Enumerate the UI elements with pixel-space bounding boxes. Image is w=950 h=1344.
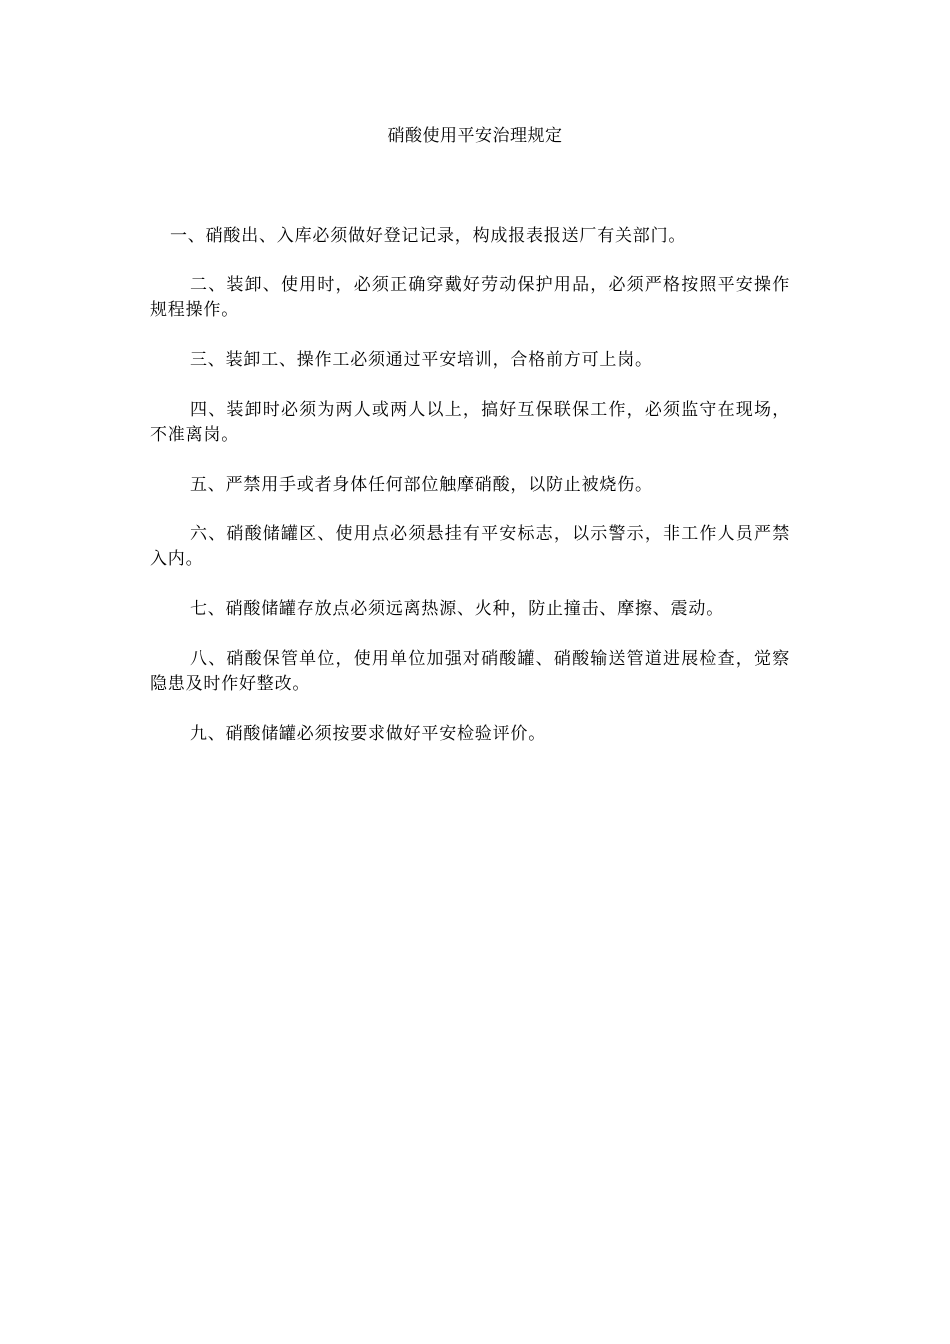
regulation-item-4: 四、装卸时必须为两人或两人以上，搞好互保联保工作，必须监守在现场，不准离岗。 — [150, 400, 790, 445]
regulation-item-1: 一、硝酸出、入库必须做好登记记录，构成报表报送厂有关部门。 — [170, 226, 687, 246]
document-title: 硝酸使用平安治理规定 — [387, 126, 563, 146]
regulation-item-7: 七、硝酸储罐存放点必须远离热源、火种，防止撞击、摩擦、震动。 — [190, 599, 724, 619]
regulation-item-9: 九、硝酸储罐必须按要求做好平安检验评价。 — [190, 724, 546, 744]
regulation-item-2: 二、装卸、使用时，必须正确穿戴好劳动保护用品，必须严格按照平安操作规程操作。 — [150, 275, 790, 320]
regulation-item-3: 三、装卸工、操作工必须通过平安培训，合格前方可上岗。 — [190, 350, 653, 370]
regulation-item-5: 五、严禁用手或者身体任何部位触摩硝酸，以防止被烧伤。 — [190, 475, 653, 495]
regulation-item-6: 六、硝酸储罐区、使用点必须悬挂有平安标志，以示警示，非工作人员严禁入内。 — [150, 524, 790, 569]
regulation-item-8: 八、硝酸保管单位，使用单位加强对硝酸罐、硝酸输送管道进展检查，觉察隐患及时作好整改。 — [150, 649, 790, 694]
